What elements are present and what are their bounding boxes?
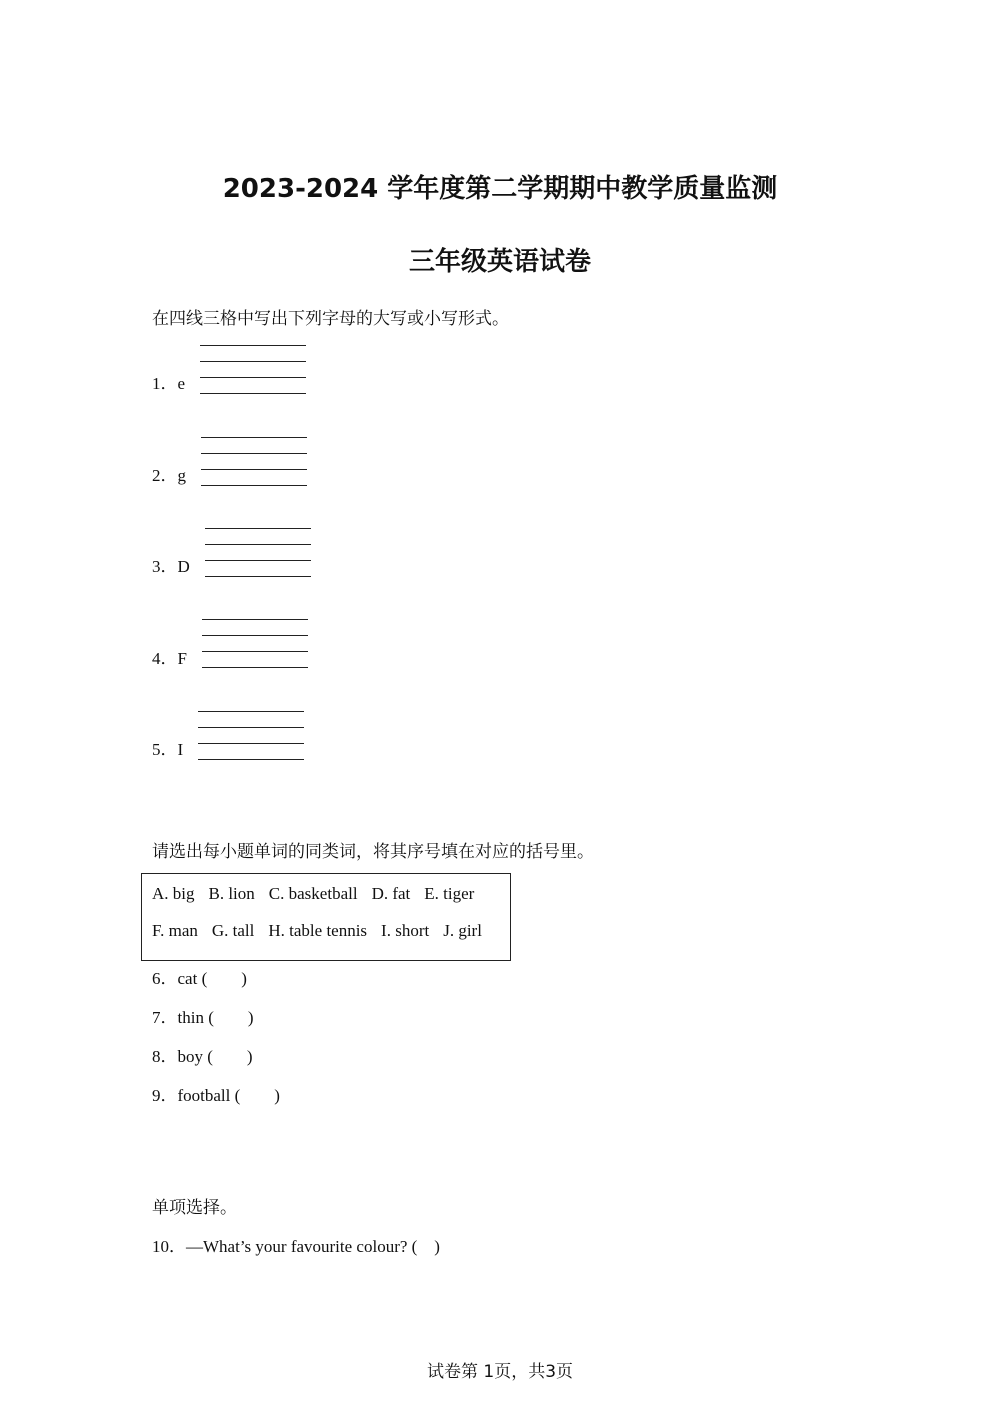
question-2: 2．g <box>152 466 186 485</box>
four-line-grid-5[interactable] <box>198 711 304 759</box>
question-1: 1．e <box>152 374 186 393</box>
section3-instruction: 单项选择。 <box>152 1198 237 1218</box>
exam-subtitle: 三年级英语试卷 <box>408 247 591 277</box>
section2-instruction: 请选出每小题单词的同类词，将其序号填在对应的括号里。 <box>152 842 594 862</box>
option-h: H. table tennis <box>268 921 368 940</box>
four-line-grid-1[interactable] <box>200 345 306 393</box>
word-options-box <box>141 873 511 961</box>
option-i: I. short <box>381 921 430 940</box>
four-line-grid-4[interactable] <box>202 619 308 667</box>
question-8[interactable]: 8．boy ( ) <box>152 1047 253 1066</box>
section1-instruction: 在四线三格中写出下列字母的大写或小写形式。 <box>152 309 509 329</box>
option-a: A. big <box>152 884 195 903</box>
options-row-1 <box>152 884 488 904</box>
question-5: 5．I <box>152 740 184 759</box>
question-10[interactable]: 10．—What’s your favourite colour? ( ) <box>152 1237 440 1256</box>
question-4: 4．F <box>152 649 187 668</box>
option-e: E. tiger <box>424 884 475 903</box>
four-line-grid-2[interactable] <box>201 437 307 485</box>
question-6[interactable]: 6．cat ( ) <box>152 969 247 988</box>
page-footer: 试卷第 1页，共3页 <box>426 1362 574 1382</box>
exam-title: 2023-2024 学年度第二学期期中教学质量监测 <box>222 174 778 204</box>
options-row-2 <box>152 921 496 941</box>
option-j: J. girl <box>443 921 482 940</box>
question-9[interactable]: 9．football ( ) <box>152 1086 280 1105</box>
option-g: G. tall <box>211 921 255 940</box>
option-b: B. lion <box>208 884 255 903</box>
option-d: D. fat <box>371 884 411 903</box>
option-f: F. man <box>152 921 198 940</box>
four-line-grid-3[interactable] <box>205 528 311 576</box>
question-3: 3．D <box>152 557 190 576</box>
question-7[interactable]: 7．thin ( ) <box>152 1008 254 1027</box>
option-c: C. basketball <box>268 884 358 903</box>
